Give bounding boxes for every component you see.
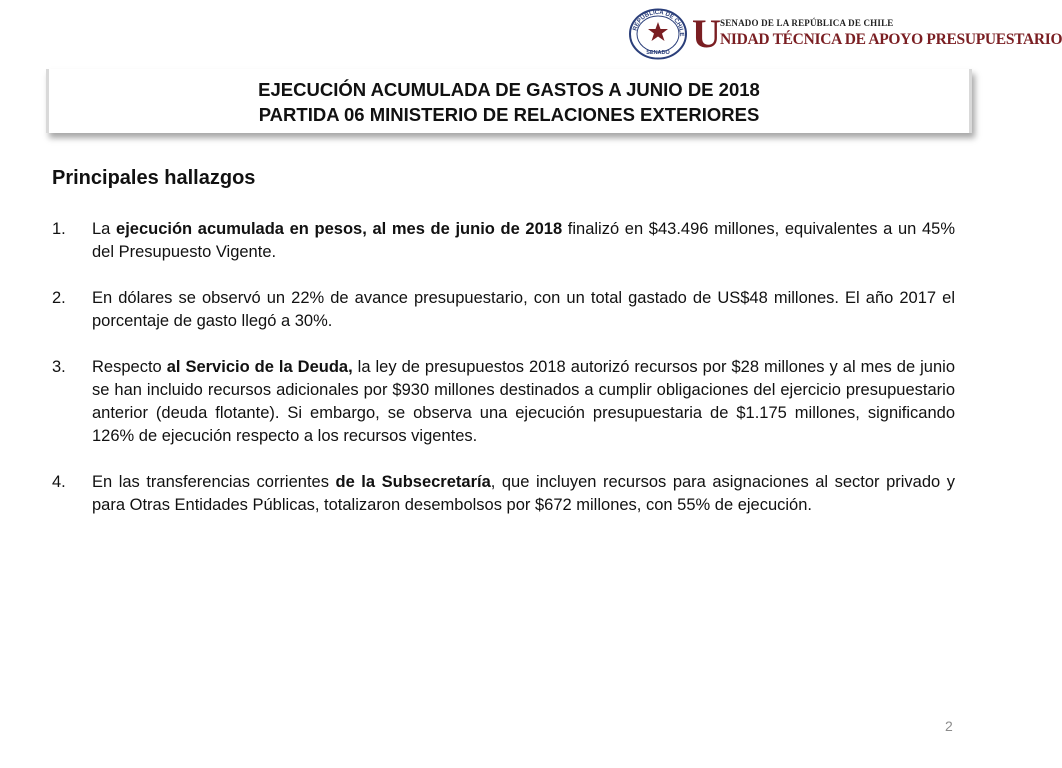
finding-text-bold: de la Subsecretaría <box>335 473 491 491</box>
finding-text-run: En las transferencias corrientes <box>92 473 336 491</box>
title-box <box>46 69 972 133</box>
finding-item <box>52 356 955 448</box>
finding-item <box>52 471 955 517</box>
finding-number: 3. <box>52 358 66 376</box>
logo-unit-line: NIDAD TÉCNICA DE APOYO PRESUPUESTARIO <box>720 31 1062 48</box>
logo-senate-line: SENADO DE LA REPÚBLICA DE CHILE <box>720 18 894 28</box>
finding-text-run: En dólares se observó un 22% de avance presupuestario, con un total gastado de US$48 millones. El año 2017 el porcentaje de gasto llegó a 30%. <box>92 289 955 330</box>
logo-initial: U <box>692 11 721 56</box>
title-line-2: PARTIDA 06 MINISTERIO DE RELACIONES EXTERIORES <box>258 104 760 125</box>
finding-number: 1. <box>52 220 66 238</box>
header-logo <box>628 8 1062 60</box>
finding-text-run: Respecto <box>92 358 167 376</box>
section-heading: Principales hallazgos <box>52 167 256 189</box>
finding-text <box>92 287 955 333</box>
seal-bottom-text: SENADO <box>646 50 670 56</box>
finding-text <box>92 471 955 517</box>
finding-item <box>52 287 955 333</box>
finding-text <box>92 356 955 448</box>
finding-text-bold: al Servicio de la Deuda, <box>166 358 353 376</box>
page-number: 2 <box>945 718 953 734</box>
finding-text-run: , que incluyen recursos para asignaciones al sector privado y para Otras Entidades Públicas, totalizaron desembolsos por $672 millones, con 55% de ejecución. <box>92 473 955 514</box>
finding-item <box>52 218 955 264</box>
finding-text-run: la ley de presupuestos 2018 autorizó recursos por $28 millones y al mes de junio se han incluido recursos adicionales por $930 millones destinados a cumplir obligaciones del ejercicio presupuestario anterior (deuda flotante). Si embargo, se observa una ejecución presupuestaria de $1.175 millones, significando 126% de ejecución respecto a los recursos vigentes. <box>92 358 955 445</box>
title-line-1: EJECUCIÓN ACUMULADA DE GASTOS A JUNIO DE 2018 <box>258 79 760 100</box>
finding-text-bold: ejecución acumulada en pesos, al mes de junio de 2018 <box>116 220 563 238</box>
findings-list <box>52 218 955 540</box>
senate-seal-icon <box>628 8 688 60</box>
finding-text-run: finalizó en $43.496 millones, equivalentes a un 45% del Presupuesto Vigente. <box>92 220 956 261</box>
finding-text-run: La <box>92 220 117 238</box>
finding-text <box>92 218 955 264</box>
finding-number: 2. <box>52 289 66 307</box>
seal-top-text: REPÚBLICA DE CHILE <box>632 9 685 37</box>
finding-number: 4. <box>52 473 66 491</box>
